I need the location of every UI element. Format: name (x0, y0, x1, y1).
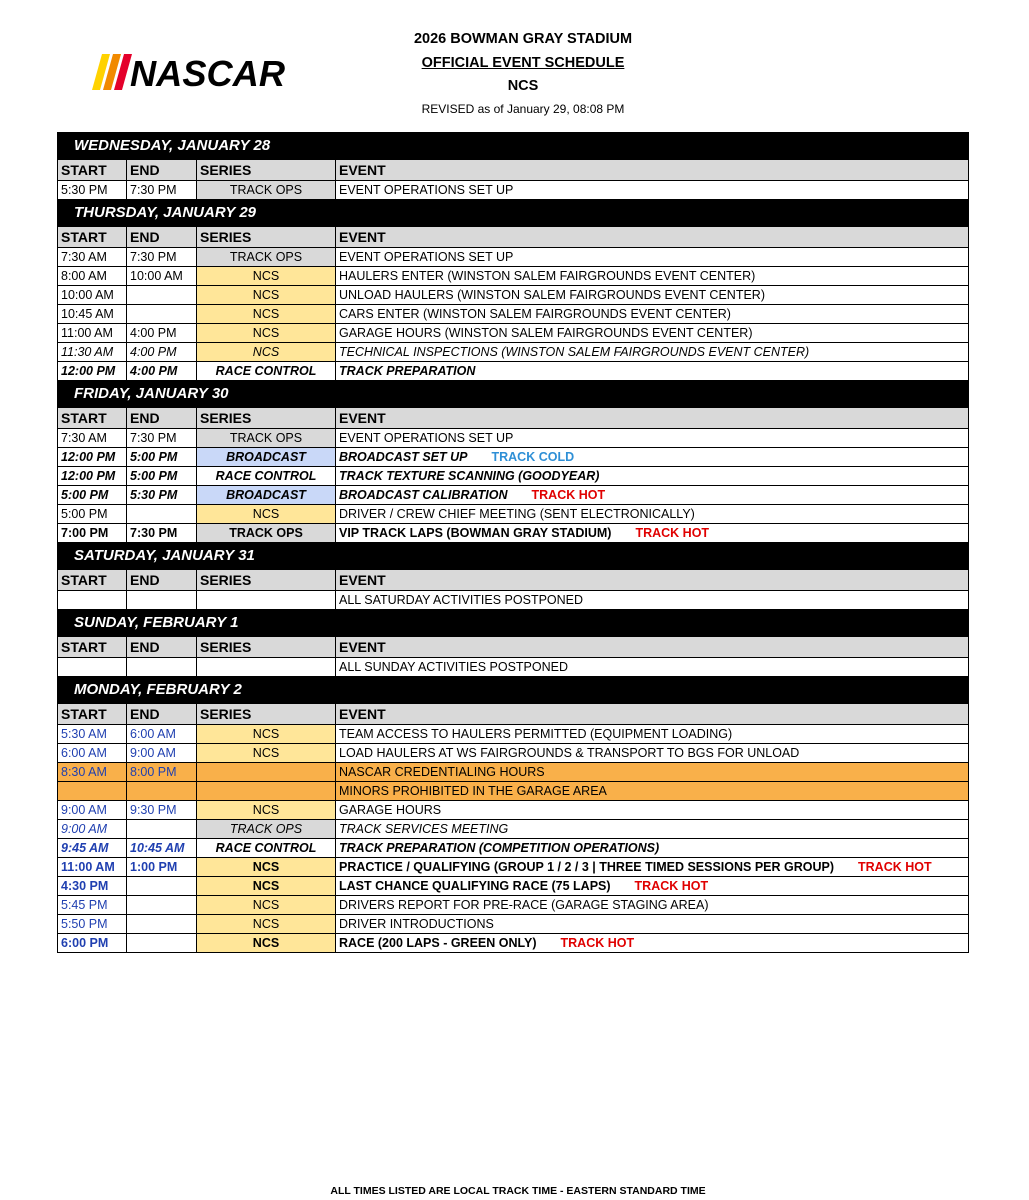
track-hot-tag: TRACK HOT (531, 488, 606, 502)
end-time (127, 782, 197, 801)
series-badge: TRACK OPS (197, 248, 336, 267)
event-name: GARAGE HOURS (WINSTON SALEM FAIRGROUNDS EVENT CENTER) (339, 326, 753, 340)
schedule-row (58, 658, 969, 677)
column-header-end: END (127, 570, 197, 591)
event-name: EVENT OPERATIONS SET UP (339, 183, 514, 197)
event-cell (336, 486, 969, 505)
schedule-row (58, 820, 969, 839)
end-time (127, 820, 197, 839)
event-name: BROADCAST CALIBRATION (339, 488, 508, 502)
series-badge: RACE CONTROL (197, 467, 336, 486)
day-header (58, 543, 969, 570)
schedule-row (58, 305, 969, 324)
event-cell (336, 725, 969, 744)
series-badge: NCS (197, 801, 336, 820)
schedule-row (58, 248, 969, 267)
schedule-row (58, 267, 969, 286)
start-time: 4:30 PM (58, 877, 127, 896)
end-time (127, 877, 197, 896)
column-header-row (58, 227, 969, 248)
series-badge: NCS (197, 915, 336, 934)
end-time: 8:00 PM (127, 763, 197, 782)
column-header-start: START (58, 570, 127, 591)
series-badge: NCS (197, 505, 336, 524)
column-header-end: END (127, 637, 197, 658)
event-cell (336, 267, 969, 286)
schedule-row (58, 915, 969, 934)
start-time (58, 591, 127, 610)
revision-note: REVISED as of January 29, 08:08 PM (421, 102, 625, 116)
end-time: 6:00 AM (127, 725, 197, 744)
series-badge: NCS (197, 934, 336, 953)
end-time (127, 658, 197, 677)
end-time: 5:30 PM (127, 486, 197, 505)
event-name: EVENT OPERATIONS SET UP (339, 250, 514, 264)
document-series: NCS (507, 78, 539, 94)
series-badge: TRACK OPS (197, 820, 336, 839)
event-name: TRACK PREPARATION (339, 364, 476, 378)
end-time (127, 896, 197, 915)
schedule-row (58, 429, 969, 448)
schedule-row (58, 286, 969, 305)
end-time (127, 305, 197, 324)
end-time (127, 934, 197, 953)
event-name: GARAGE HOURS (339, 803, 442, 817)
event-cell (336, 820, 969, 839)
event-cell (336, 343, 969, 362)
start-time: 5:50 PM (58, 915, 127, 934)
column-header-event: EVENT (336, 570, 969, 591)
column-header-end: END (127, 704, 197, 725)
column-header-event: EVENT (336, 160, 969, 181)
event-cell (336, 839, 969, 858)
start-time: 10:45 AM (58, 305, 127, 324)
series-badge: RACE CONTROL (197, 362, 336, 381)
series-badge: RACE CONTROL (197, 839, 336, 858)
series-badge: NCS (197, 305, 336, 324)
schedule-row (58, 181, 969, 200)
schedule-table (57, 132, 969, 953)
series-badge: NCS (197, 858, 336, 877)
column-header-series: SERIES (197, 160, 336, 181)
start-time: 9:45 AM (58, 839, 127, 858)
event-name: LOAD HAULERS AT WS FAIRGROUNDS & TRANSPORT TO BGS FOR UNLOAD (339, 746, 800, 760)
column-header-series: SERIES (197, 637, 336, 658)
end-time: 4:00 PM (127, 324, 197, 343)
nascar-logo (90, 52, 290, 92)
column-header-event: EVENT (336, 408, 969, 429)
day-header (58, 381, 969, 408)
day-header (58, 677, 969, 704)
day-title: SUNDAY, FEBRUARY 1 (58, 610, 969, 637)
end-time: 10:00 AM (127, 267, 197, 286)
start-time: 7:30 AM (58, 248, 127, 267)
column-header-row (58, 160, 969, 181)
track-hot-tag: TRACK HOT (635, 526, 710, 540)
schedule-row (58, 448, 969, 467)
end-time: 7:30 PM (127, 524, 197, 543)
schedule-row (58, 877, 969, 896)
column-header-event: EVENT (336, 704, 969, 725)
start-time: 6:00 PM (58, 934, 127, 953)
track-hot-tag: TRACK HOT (560, 936, 635, 950)
column-header-row (58, 408, 969, 429)
series-badge (197, 591, 336, 610)
event-cell (336, 763, 969, 782)
column-header-event: EVENT (336, 637, 969, 658)
schedule-row (58, 896, 969, 915)
event-cell (336, 448, 969, 467)
event-name: EVENT OPERATIONS SET UP (339, 431, 514, 445)
end-time: 1:00 PM (127, 858, 197, 877)
column-header-end: END (127, 408, 197, 429)
event-name: BROADCAST SET UP (339, 450, 468, 464)
start-time: 11:00 AM (58, 858, 127, 877)
event-name: TECHNICAL INSPECTIONS (WINSTON SALEM FAIRGROUNDS EVENT CENTER) (339, 345, 810, 359)
series-badge: NCS (197, 725, 336, 744)
event-cell (336, 591, 969, 610)
day-header (58, 133, 969, 160)
column-header-row (58, 570, 969, 591)
start-time: 5:30 PM (58, 181, 127, 200)
series-badge: NCS (197, 324, 336, 343)
column-header-row (58, 704, 969, 725)
nascar-logo-graphic (90, 52, 290, 92)
column-header-event: EVENT (336, 227, 969, 248)
day-header (58, 200, 969, 227)
timezone-footer: ALL TIMES LISTED ARE LOCAL TRACK TIME - EASTERN STANDARD TIME (330, 1185, 706, 1197)
event-cell (336, 467, 969, 486)
day-title: SATURDAY, JANUARY 31 (58, 543, 969, 570)
event-cell (336, 248, 969, 267)
event-name: PRACTICE / QUALIFYING (GROUP 1 / 2 / 3 | THREE TIMED SESSIONS PER GROUP) (339, 860, 835, 874)
start-time: 7:00 PM (58, 524, 127, 543)
end-time: 7:30 PM (127, 248, 197, 267)
event-name: LAST CHANCE QUALIFYING RACE (75 LAPS) (339, 879, 611, 893)
series-badge: TRACK OPS (197, 429, 336, 448)
end-time: 9:30 PM (127, 801, 197, 820)
event-cell (336, 324, 969, 343)
series-badge: BROADCAST (197, 448, 336, 467)
event-name: TEAM ACCESS TO HAULERS PERMITTED (EQUIPMENT LOADING) (339, 727, 733, 741)
event-name: NASCAR CREDENTIALING HOURS (339, 765, 545, 779)
event-cell (336, 362, 969, 381)
start-time: 6:00 AM (58, 744, 127, 763)
series-badge: NCS (197, 267, 336, 286)
start-time: 5:45 PM (58, 896, 127, 915)
event-name: ALL SATURDAY ACTIVITIES POSTPONED (339, 593, 584, 607)
event-name: VIP TRACK LAPS (BOWMAN GRAY STADIUM) (339, 526, 612, 540)
start-time: 12:00 PM (58, 448, 127, 467)
day-title: FRIDAY, JANUARY 30 (58, 381, 969, 408)
series-badge: TRACK OPS (197, 524, 336, 543)
schedule-row (58, 763, 969, 782)
series-badge: NCS (197, 343, 336, 362)
column-header-series: SERIES (197, 704, 336, 725)
start-time: 9:00 AM (58, 801, 127, 820)
end-time (127, 915, 197, 934)
day-title: WEDNESDAY, JANUARY 28 (58, 133, 969, 160)
track-hot-tag: TRACK HOT (858, 860, 932, 874)
event-cell (336, 505, 969, 524)
column-header-end: END (127, 160, 197, 181)
column-header-start: START (58, 637, 127, 658)
event-name: TRACK PREPARATION (COMPETITION OPERATIONS) (339, 841, 660, 855)
event-cell (336, 524, 969, 543)
column-header-series: SERIES (197, 408, 336, 429)
logo-wordmark: NASCAR (130, 53, 285, 92)
column-header-start: START (58, 160, 127, 181)
start-time: 5:30 AM (58, 725, 127, 744)
schedule-row (58, 343, 969, 362)
schedule-row (58, 524, 969, 543)
series-badge (197, 658, 336, 677)
event-cell (336, 429, 969, 448)
series-badge (197, 782, 336, 801)
event-name: DRIVER / CREW CHIEF MEETING (SENT ELECTRONICALLY) (339, 507, 695, 521)
start-time (58, 658, 127, 677)
start-time: 11:30 AM (58, 343, 127, 362)
event-cell (336, 658, 969, 677)
event-name: DRIVERS REPORT FOR PRE-RACE (GARAGE STAGING AREA) (339, 898, 709, 912)
column-header-series: SERIES (197, 227, 336, 248)
end-time: 7:30 PM (127, 429, 197, 448)
start-time: 12:00 PM (58, 362, 127, 381)
event-cell (336, 782, 969, 801)
start-time: 11:00 AM (58, 324, 127, 343)
column-header-start: START (58, 227, 127, 248)
event-cell (336, 744, 969, 763)
event-name: RACE (200 LAPS - GREEN ONLY) (339, 936, 537, 950)
event-name: HAULERS ENTER (WINSTON SALEM FAIRGROUNDS EVENT CENTER) (339, 269, 756, 283)
start-time: 12:00 PM (58, 467, 127, 486)
end-time: 4:00 PM (127, 343, 197, 362)
start-time: 5:00 PM (58, 486, 127, 505)
schedule-row (58, 362, 969, 381)
event-name: MINORS PROHIBITED IN THE GARAGE AREA (339, 784, 607, 798)
end-time: 7:30 PM (127, 181, 197, 200)
schedule-row (58, 486, 969, 505)
event-name: UNLOAD HAULERS (WINSTON SALEM FAIRGROUNDS EVENT CENTER) (339, 288, 765, 302)
day-header (58, 610, 969, 637)
end-time: 5:00 PM (127, 448, 197, 467)
event-cell (336, 181, 969, 200)
series-badge: NCS (197, 877, 336, 896)
series-badge: TRACK OPS (197, 181, 336, 200)
series-badge: NCS (197, 896, 336, 915)
column-header-series: SERIES (197, 570, 336, 591)
schedule-row (58, 934, 969, 953)
series-badge: BROADCAST (197, 486, 336, 505)
end-time: 5:00 PM (127, 467, 197, 486)
schedule-row (58, 744, 969, 763)
series-badge (197, 763, 336, 782)
schedule-row (58, 324, 969, 343)
start-time: 9:00 AM (58, 820, 127, 839)
end-time (127, 591, 197, 610)
schedule-row (58, 801, 969, 820)
track-hot-tag: TRACK HOT (634, 879, 709, 893)
document-subtitle: OFFICIAL EVENT SCHEDULE (421, 55, 625, 71)
event-name: TRACK SERVICES MEETING (339, 822, 509, 836)
event-cell (336, 801, 969, 820)
column-header-start: START (58, 408, 127, 429)
series-badge: NCS (197, 744, 336, 763)
day-title: THURSDAY, JANUARY 29 (58, 200, 969, 227)
event-cell (336, 305, 969, 324)
event-cell (336, 858, 969, 877)
schedule-row (58, 725, 969, 744)
start-time: 7:30 AM (58, 429, 127, 448)
end-time: 9:00 AM (127, 744, 197, 763)
event-cell (336, 286, 969, 305)
event-cell (336, 877, 969, 896)
schedule-row (58, 467, 969, 486)
schedule-row (58, 858, 969, 877)
schedule-row (58, 591, 969, 610)
start-time: 8:00 AM (58, 267, 127, 286)
column-header-row (58, 637, 969, 658)
end-time (127, 286, 197, 305)
event-cell (336, 896, 969, 915)
start-time (58, 782, 127, 801)
start-time: 8:30 AM (58, 763, 127, 782)
end-time: 4:00 PM (127, 362, 197, 381)
start-time: 10:00 AM (58, 286, 127, 305)
schedule-row (58, 839, 969, 858)
event-cell (336, 934, 969, 953)
series-badge: NCS (197, 286, 336, 305)
event-name: DRIVER INTRODUCTIONS (339, 917, 494, 931)
event-cell (336, 915, 969, 934)
column-header-start: START (58, 704, 127, 725)
end-time: 10:45 AM (127, 839, 197, 858)
end-time (127, 505, 197, 524)
start-time: 5:00 PM (58, 505, 127, 524)
schedule-row (58, 782, 969, 801)
track-cold-tag: TRACK COLD (491, 450, 575, 464)
schedule-row (58, 505, 969, 524)
document-title: 2026 BOWMAN GRAY STADIUM (413, 31, 633, 47)
day-title: MONDAY, FEBRUARY 2 (58, 677, 969, 704)
event-name: ALL SUNDAY ACTIVITIES POSTPONED (339, 660, 568, 674)
event-name: TRACK TEXTURE SCANNING (GOODYEAR) (339, 469, 600, 483)
column-header-end: END (127, 227, 197, 248)
event-name: CARS ENTER (WINSTON SALEM FAIRGROUNDS EVENT CENTER) (339, 307, 731, 321)
